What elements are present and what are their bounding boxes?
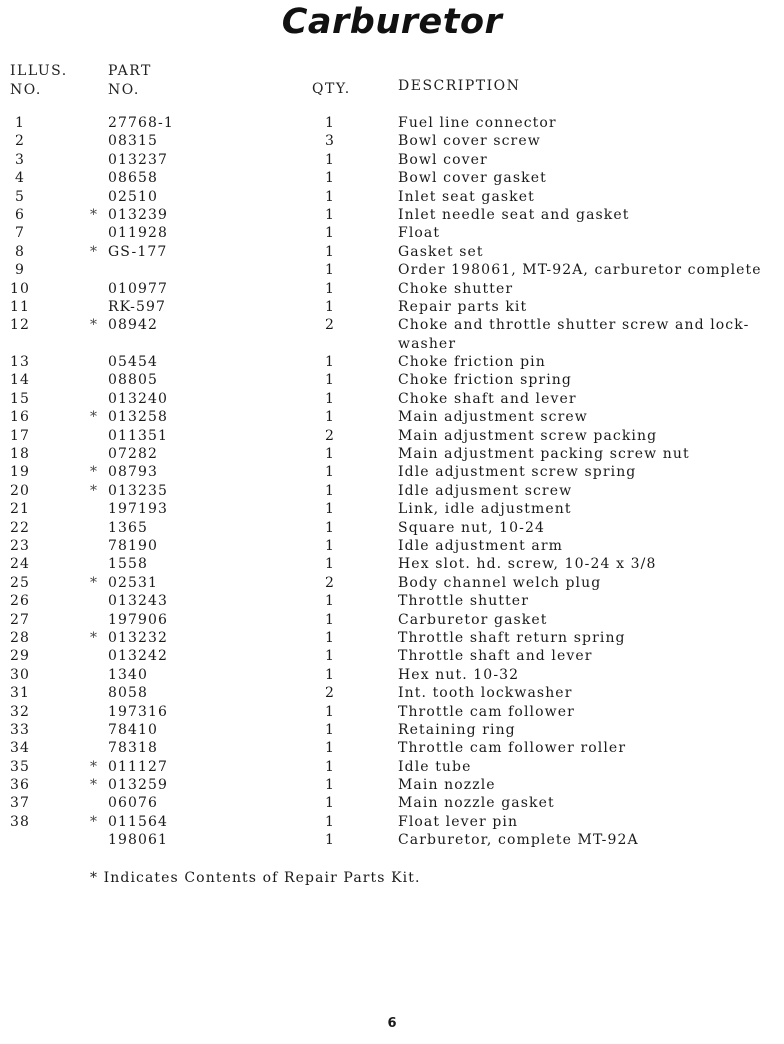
column-header-description xyxy=(398,77,520,96)
qty-cell: 1 xyxy=(324,758,335,775)
description-cell: Bowl cover gasket xyxy=(398,170,547,187)
description-cell: Link, idle adjustment xyxy=(398,501,572,518)
repair-kit-marker: * xyxy=(89,629,99,646)
repair-kit-marker: * xyxy=(89,243,99,260)
description-cell: Bowl cover xyxy=(398,151,488,168)
qty-cell: 2 xyxy=(324,317,335,334)
description-cell: Bowl cover screw xyxy=(398,133,541,150)
repair-kit-marker: * xyxy=(89,317,99,334)
table-row xyxy=(0,188,784,206)
table-row xyxy=(0,684,784,702)
illus-no-cell: 4 xyxy=(14,170,25,187)
qty-cell: 1 xyxy=(324,795,335,812)
part-no-cell: 013242 xyxy=(108,648,169,665)
qty-cell: 1 xyxy=(324,740,335,757)
qty-cell: 1 xyxy=(324,390,335,407)
part-no-cell: 013259 xyxy=(108,777,169,794)
description-cell: Repair parts kit xyxy=(398,298,528,315)
table-row xyxy=(0,574,784,592)
part-no-cell: 06076 xyxy=(108,795,159,812)
illus-no-cell: 35 xyxy=(9,758,30,775)
illus-no-cell: 21 xyxy=(9,501,30,518)
qty-cell: 1 xyxy=(324,151,335,168)
illus-no-cell: 33 xyxy=(9,721,30,738)
description-cell: Main nozzle gasket xyxy=(398,795,555,812)
qty-cell: 1 xyxy=(324,482,335,499)
description-cell: Gasket set xyxy=(398,243,484,260)
illus-no-cell: 23 xyxy=(9,538,30,554)
repair-kit-marker: * xyxy=(89,777,99,794)
part-no-cell: 1365 xyxy=(108,519,149,536)
part-no-cell: 013239 xyxy=(108,206,169,223)
part-no-cell: 013240 xyxy=(108,390,169,407)
description-cell: Order 198061, MT-92A, carburetor complete xyxy=(398,262,762,279)
table-row xyxy=(0,794,784,812)
qty-cell: 1 xyxy=(324,262,335,279)
part-no-cell: 013258 xyxy=(108,409,169,426)
part-no-cell: 02531 xyxy=(108,574,159,591)
table-row xyxy=(0,261,784,279)
repair-kit-marker: * xyxy=(89,574,99,591)
qty-cell: 1 xyxy=(324,243,335,260)
qty-cell: 1 xyxy=(324,115,335,131)
table-row xyxy=(0,445,784,463)
page-title: Carburetor xyxy=(281,2,503,42)
illus-no-cell: 10 xyxy=(9,280,30,297)
table-row xyxy=(0,151,784,169)
qty-cell: 1 xyxy=(324,170,335,187)
qty-cell: 1 xyxy=(324,593,335,610)
illus-no-cell: 32 xyxy=(9,703,30,720)
part-no-cell: 08315 xyxy=(108,133,159,150)
illus-no-cell: 12 xyxy=(9,317,30,334)
header-part-line1: PART xyxy=(108,63,152,79)
header-description: DESCRIPTION xyxy=(398,78,521,94)
header-part-line2: NO. xyxy=(108,82,140,98)
description-cell: Choke friction pin xyxy=(398,354,546,371)
part-no-cell: 013237 xyxy=(108,151,169,168)
table-row xyxy=(0,739,784,757)
table-row xyxy=(0,758,784,776)
repair-kit-marker: * xyxy=(89,206,99,223)
description-cell: Int. tooth lockwasher xyxy=(398,685,573,702)
illus-no-cell: 19 xyxy=(9,464,30,481)
table-row xyxy=(0,169,784,187)
illus-no-cell: 28 xyxy=(9,629,30,646)
illus-no-cell: 6 xyxy=(14,206,25,223)
part-no-cell: 08942 xyxy=(108,317,159,334)
table-row xyxy=(0,555,784,573)
table-row xyxy=(0,721,784,739)
description-cell: Throttle cam follower roller xyxy=(398,740,627,757)
description-cell: Inlet needle seat and gasket xyxy=(398,206,630,223)
part-no-cell: 02510 xyxy=(108,188,159,205)
table-row xyxy=(0,500,784,518)
table-row xyxy=(0,132,784,150)
column-header-illus-no xyxy=(10,62,68,100)
table-row xyxy=(0,114,784,132)
repair-kit-marker: * xyxy=(89,409,99,426)
description-cell: Hex nut. 10-32 xyxy=(398,666,520,683)
illus-no-cell: 15 xyxy=(9,390,30,407)
illus-no-cell: 17 xyxy=(9,427,30,444)
qty-cell: 1 xyxy=(324,188,335,205)
part-no-cell: 1340 xyxy=(108,666,149,683)
illus-no-cell: 26 xyxy=(9,593,30,610)
illus-no-cell: 14 xyxy=(9,372,30,389)
illus-no-cell: 11 xyxy=(9,298,30,315)
table-row xyxy=(0,427,784,445)
illus-no-cell: 20 xyxy=(9,482,30,499)
part-no-cell: 27768-1 xyxy=(108,115,174,131)
part-no-cell: RK-597 xyxy=(108,298,167,315)
illus-no-cell: 16 xyxy=(9,409,30,426)
qty-cell: 1 xyxy=(324,703,335,720)
qty-cell: 1 xyxy=(324,225,335,242)
page-number: 6 xyxy=(387,1016,397,1031)
repair-kit-marker: * xyxy=(89,464,99,481)
part-no-cell: 013243 xyxy=(108,593,169,610)
qty-cell: 2 xyxy=(324,574,335,591)
header-qty: QTY. xyxy=(312,81,351,97)
qty-cell: 1 xyxy=(324,519,335,536)
description-cell: Main adjustment screw packing xyxy=(398,427,658,444)
qty-cell: 1 xyxy=(324,354,335,371)
table-row xyxy=(0,482,784,500)
qty-cell: 1 xyxy=(324,629,335,646)
footnote: * Indicates Contents of Repair Parts Kit. xyxy=(90,870,421,886)
description-cell: Throttle shutter xyxy=(398,593,529,610)
table-row xyxy=(0,537,784,555)
qty-cell: 1 xyxy=(324,648,335,665)
description-cell: Choke shaft and lever xyxy=(398,390,577,407)
description-cell: Choke friction spring xyxy=(398,372,572,389)
part-no-cell: 011127 xyxy=(108,758,169,775)
part-no-cell: GS-177 xyxy=(108,243,168,260)
illus-no-cell: 37 xyxy=(9,795,30,812)
description-cell: Main nozzle xyxy=(398,777,496,794)
description-cell: Throttle shaft and lever xyxy=(398,648,593,665)
qty-cell: 1 xyxy=(324,501,335,518)
illus-no-cell: 5 xyxy=(14,188,25,205)
column-header-qty xyxy=(312,80,351,99)
part-no-cell: 08658 xyxy=(108,170,159,187)
qty-cell: 1 xyxy=(324,206,335,223)
qty-cell: 1 xyxy=(324,372,335,389)
illus-no-cell: 24 xyxy=(9,556,30,573)
table-row xyxy=(0,371,784,389)
description-cell: Idle adjustment screw spring xyxy=(398,464,637,481)
illus-no-cell: 22 xyxy=(9,519,30,536)
part-no-cell: 197906 xyxy=(108,611,169,628)
description-cell: Choke shutter xyxy=(398,280,514,297)
description-cell: Throttle cam follower xyxy=(398,703,575,720)
description-cell: Idle adjustment arm xyxy=(398,538,564,554)
description-cell: Throttle shaft return spring xyxy=(398,629,626,646)
table-row xyxy=(0,206,784,224)
table-row xyxy=(0,224,784,242)
illus-no-cell: 34 xyxy=(9,740,30,757)
description-cell: Float lever pin xyxy=(398,813,519,830)
table-row xyxy=(0,463,784,481)
description-cell: Fuel line connector xyxy=(398,115,557,131)
description-cell: Float xyxy=(398,225,441,242)
qty-cell: 1 xyxy=(324,666,335,683)
qty-cell: 1 xyxy=(324,721,335,738)
qty-cell: 1 xyxy=(324,409,335,426)
table-row xyxy=(0,813,784,831)
repair-kit-marker: * xyxy=(89,813,99,830)
illus-no-cell: 30 xyxy=(9,666,30,683)
part-no-cell: 8058 xyxy=(108,685,149,702)
table-row xyxy=(0,408,784,426)
description-cell: Retaining ring xyxy=(398,721,516,738)
part-no-cell: 013235 xyxy=(108,482,169,499)
repair-kit-marker: * xyxy=(89,758,99,775)
table-row xyxy=(0,243,784,261)
illus-no-cell: 1 xyxy=(14,115,25,131)
table-row xyxy=(0,666,784,684)
description-cell: Idle adjusment screw xyxy=(398,482,573,499)
table-row xyxy=(0,647,784,665)
repair-kit-marker: * xyxy=(89,482,99,499)
illus-no-cell: 9 xyxy=(14,262,25,279)
part-no-cell: 198061 xyxy=(108,832,169,849)
qty-cell: 2 xyxy=(324,685,335,702)
description-cell: Choke and throttle shutter screw and lock-washer xyxy=(398,317,750,352)
illus-no-cell: 3 xyxy=(14,151,25,168)
header-illus-line2: NO. xyxy=(10,82,42,98)
qty-cell: 1 xyxy=(324,556,335,573)
part-no-cell: 07282 xyxy=(108,446,159,463)
illus-no-cell: 29 xyxy=(9,648,30,665)
table-row xyxy=(0,776,784,794)
description-cell: Carburetor gasket xyxy=(398,611,548,628)
description-cell: Idle tube xyxy=(398,758,472,775)
table-row xyxy=(0,353,784,371)
table-row xyxy=(0,280,784,298)
table-row xyxy=(0,298,784,316)
illus-no-cell: 8 xyxy=(14,243,25,260)
table-row xyxy=(0,703,784,721)
illus-no-cell: 2 xyxy=(14,133,25,150)
part-no-cell: 78318 xyxy=(108,740,159,757)
part-no-cell: 05454 xyxy=(108,354,159,371)
illus-no-cell: 27 xyxy=(9,611,30,628)
part-no-cell: 011564 xyxy=(108,813,169,830)
qty-cell: 1 xyxy=(324,298,335,315)
description-cell: Main adjustment screw xyxy=(398,409,588,426)
part-no-cell: 08793 xyxy=(108,464,159,481)
qty-cell: 1 xyxy=(324,777,335,794)
illus-no-cell: 25 xyxy=(9,574,30,591)
header-illus-line1: ILLUS. xyxy=(10,63,68,79)
qty-cell: 1 xyxy=(324,280,335,297)
part-no-cell: 08805 xyxy=(108,372,159,389)
qty-cell: 3 xyxy=(324,133,335,150)
description-cell: Carburetor, complete MT-92A xyxy=(398,832,639,849)
illus-no-cell: 18 xyxy=(9,446,30,463)
qty-cell: 1 xyxy=(324,832,335,849)
description-cell: Inlet seat gasket xyxy=(398,188,535,205)
column-header-part-no xyxy=(108,62,152,100)
description-cell: Square nut, 10-24 xyxy=(398,519,545,536)
description-cell: Body channel welch plug xyxy=(398,574,602,591)
part-no-cell: 010977 xyxy=(108,280,169,297)
illus-no-cell: 36 xyxy=(9,777,30,794)
illus-no-cell: 31 xyxy=(9,685,30,702)
table-row xyxy=(0,316,784,353)
part-no-cell: 78190 xyxy=(108,538,159,554)
table-row xyxy=(0,592,784,610)
part-no-cell: 78410 xyxy=(108,721,159,738)
illus-no-cell: 13 xyxy=(9,354,30,371)
part-no-cell: 1558 xyxy=(108,556,149,573)
part-no-cell: 011928 xyxy=(108,225,169,242)
part-no-cell: 197316 xyxy=(108,703,169,720)
description-cell: Hex slot. hd. screw, 10-24 x 3/8 xyxy=(398,556,657,573)
description-cell: Main adjustment packing screw nut xyxy=(398,446,690,463)
table-row xyxy=(0,629,784,647)
qty-cell: 1 xyxy=(324,611,335,628)
qty-cell: 2 xyxy=(324,427,335,444)
table-row xyxy=(0,831,784,849)
table-row xyxy=(0,611,784,629)
part-no-cell: 011351 xyxy=(108,427,169,444)
illus-no-cell: 38 xyxy=(9,813,30,830)
table-row xyxy=(0,519,784,537)
qty-cell: 1 xyxy=(324,813,335,830)
part-no-cell: 197193 xyxy=(108,501,169,518)
parts-table xyxy=(0,114,784,850)
qty-cell: 1 xyxy=(324,538,335,554)
qty-cell: 1 xyxy=(324,446,335,463)
qty-cell: 1 xyxy=(324,464,335,481)
part-no-cell: 013232 xyxy=(108,629,169,646)
table-row xyxy=(0,390,784,408)
illus-no-cell: 7 xyxy=(14,225,25,242)
